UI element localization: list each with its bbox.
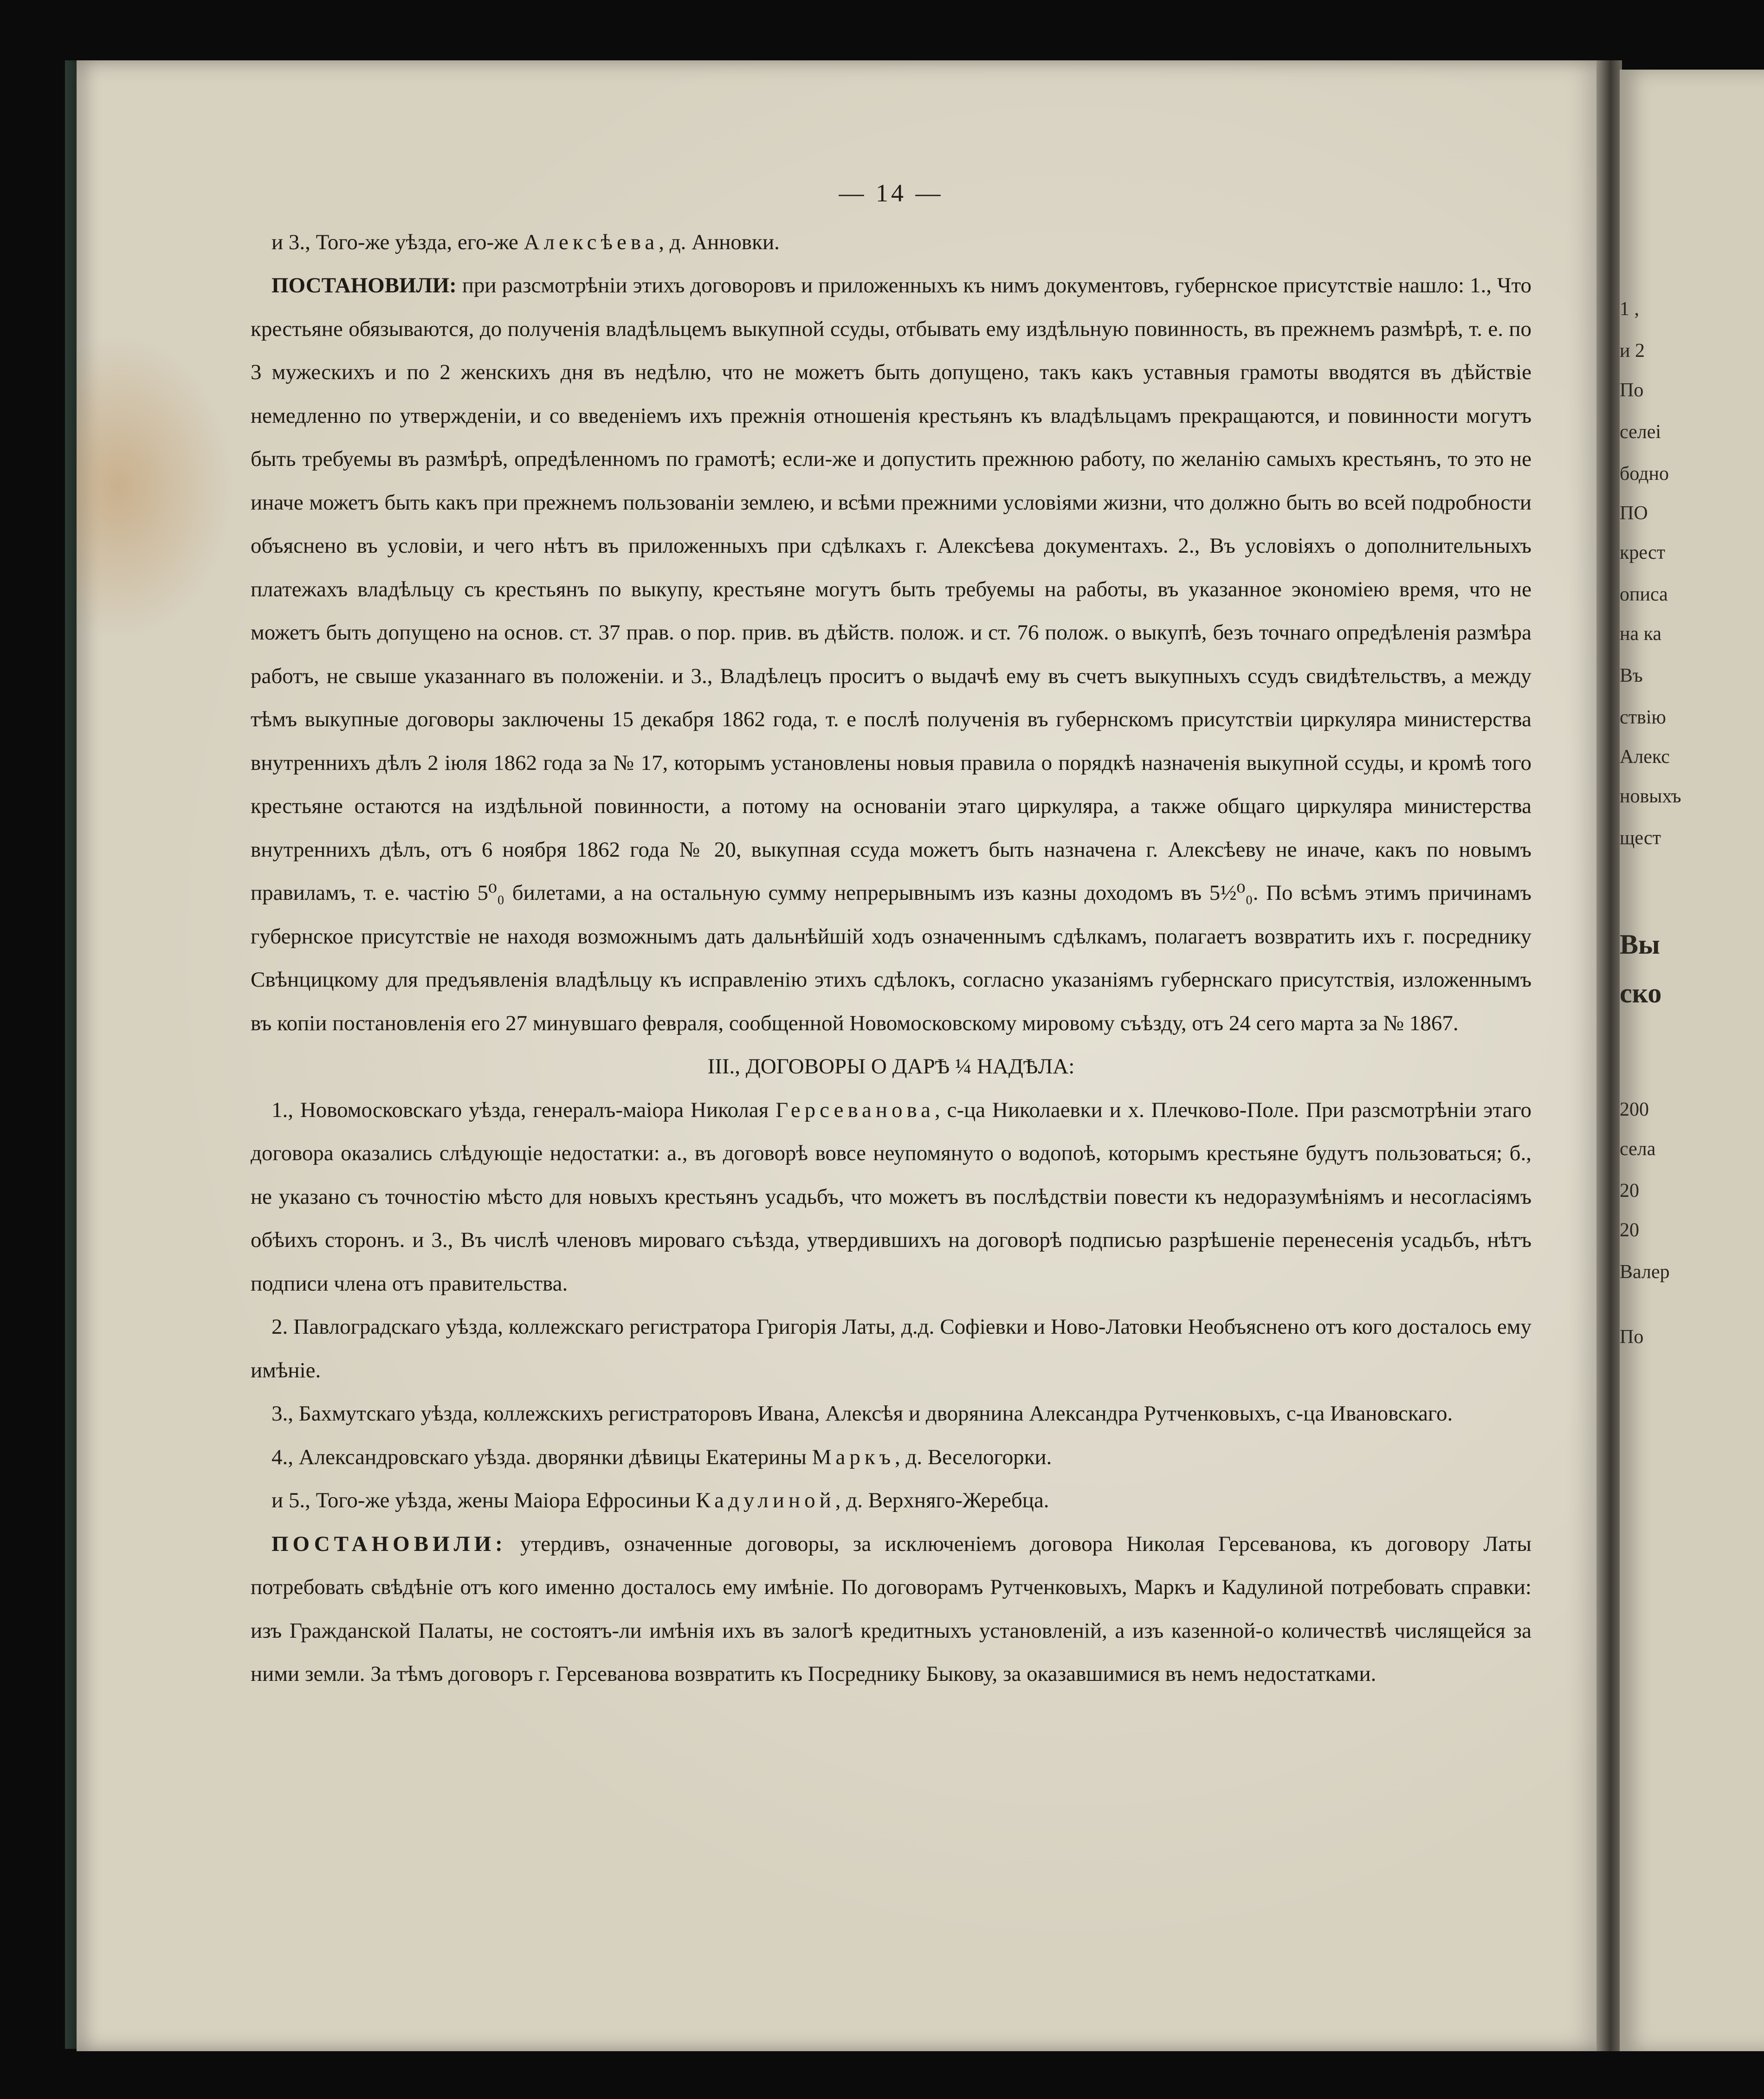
book-gutter: [1596, 60, 1622, 2051]
facing-text-fragment: 200: [1620, 1099, 1649, 1120]
facing-text-fragment: описа: [1620, 584, 1668, 605]
person-name: Маркъ: [812, 1445, 895, 1469]
resolution-lead: ПОСТАНОВИЛИ:: [271, 273, 457, 297]
person-name: Герсеванова: [775, 1098, 935, 1122]
facing-text-fragment: на ка: [1620, 623, 1662, 645]
facing-text-fragment: 20: [1620, 1220, 1639, 1241]
person-name: Алексѣева: [523, 230, 659, 254]
facing-text-fragment: щест: [1620, 827, 1661, 849]
page-number: — 14 —: [839, 179, 943, 207]
contract-item: и 5., Того-же уѣзда, жены Маіора Ефросиньи Кадулиной, д. Верхняго-Жеребца.: [271, 1488, 1049, 1512]
facing-text-fragment: и 2: [1620, 340, 1645, 362]
facing-text-fragment: 1 ,: [1620, 298, 1639, 320]
facing-text-fragment: ствію: [1620, 707, 1666, 728]
facing-text-fragment: 20: [1620, 1180, 1639, 1201]
water-stain: [77, 334, 234, 640]
book-page-right: [1620, 70, 1764, 2051]
resolution-paragraph: ПОСТАНОВИЛИ: утердивъ, означенные договоры, за исключеніемъ договора Николая Герсеванова, къ договору Латы потребовать свѣдѣніе отъ кого именно досталось ему имѣніе. По договорамъ Рутченковыхъ, Маркъ и Кадулиной потребовать справки: изъ Гражданской Палаты, не состоятъ-ли имѣнія ихъ въ залогѣ кредитныхъ установленій, а изъ казенной-о количествѣ числящейся за ними земли. За тѣмъ договоръ г. Герсеванова возвратить къ Посреднику Быкову, за оказавшимися въ немъ недостатками.: [251, 1531, 1531, 1686]
contract-item: 4., Александровскаго уѣзда. дворянки дѣвицы Екатерины Маркъ, д. Веселогорки.: [271, 1445, 1052, 1469]
facing-heading-fragment: Вы: [1620, 929, 1660, 960]
contract-item: 2. Павлоградскаго уѣзда, коллежскаго регистратора Григорія Латы, д.д. Софіевки и Ново-Латовки Необъяснено отъ кого досталось ему имѣніе.: [251, 1315, 1531, 1382]
facing-text-fragment: крест: [1620, 542, 1666, 563]
facing-text-fragment: Алекс: [1620, 746, 1670, 768]
facing-text-fragment: Въ: [1620, 665, 1643, 686]
facing-text-fragment: По: [1620, 1326, 1644, 1348]
facing-heading-fragment: ско: [1620, 978, 1662, 1008]
facing-text-fragment: села: [1620, 1138, 1656, 1160]
page-text: [251, 172, 1531, 1696]
person-name: Кадулиной: [696, 1488, 835, 1512]
resolution-lead: ПОСТАНОВИЛИ:: [271, 1531, 507, 1556]
facing-text-fragment: бодно: [1620, 463, 1669, 484]
facing-text-fragment: По: [1620, 380, 1644, 401]
facing-text-fragment: селеі: [1620, 421, 1661, 443]
resolution-paragraph: ПОСТАНОВИЛИ: при разсмотрѣніи этихъ договоровъ и приложенныхъ къ нимъ документовъ, губернское присутствіе нашло: 1., Что крестьяне обязываются, до полученія владѣльцемъ выкупной ссуды, отбывать ему издѣльную повинность, въ прежнемъ размѣрѣ, т. е. по 3 мужескихъ и по 2 женскихъ дня въ недѣлю, что не можетъ быть допущено, такъ какъ уставныя грамоты вводятся въ дѣйствіе немедленно по утвержденіи, и со введеніемъ ихъ прежнія отношенія крестьянъ къ владѣльцамъ прекращаются, и повинности могутъ быть требуемы въ размѣрѣ, опредѣленномъ по грамотѣ; если-же и допустить прежнюю работу, по желанію самыхъ крестьянъ, то это не иначе можетъ быть какъ при прежнемъ пользованіи землею, и всѣми прежними условіями жизни, что должно быть во всей подробности объяснено въ условіи, и чего нѣтъ въ приложенныхъ при сдѣлкахъ г. Алексѣева документахъ. 2., Въ условіяхъ о дополнительныхъ платежахъ владѣльцу съ крестьянъ по выкупу, крестьяне могутъ быть требуемы на работы, въ указанное экономіею время, что не можетъ быть допущено на основ. ст. 37 прав. о пор. прив. въ дѣйств. полож. и ст. 76 полож. о выкупѣ, безъ точнаго опредѣленія размѣра работъ, не свыше указаннаго въ положеніи. и 3., Владѣлецъ проситъ о выдачѣ ему въ счетъ выкупныхъ ссудъ свидѣтельствъ, а между тѣмъ выкупные договоры заключены 15 декабря 1862 года, т. е послѣ полученія въ губернскомъ присутствіи циркуляра министерства внутреннихъ дѣлъ 2 іюля 1862 года за № 17, которымъ установлены новыя правила о порядкѣ назначенія выкупной ссуды, и кромѣ того крестьяне остаются на издѣльной повинности, а потому на основаніи этаго циркуляра, а также общаго циркуляра министерства внутреннихъ дѣлъ, отъ 6 ноября 1862 года № 20, выкупная ссуда можетъ быть назначена г. Алексѣеву не иначе, какъ по новымъ правиламъ, т. е. частію 5⁰₀ билетами, а на остальную сумму непрерывнымъ изъ казны доходомъ въ 5½⁰₀. По всѣмъ этимъ причинамъ губернское присутствіе не находя возможнымъ дать дальнѣйшій ходъ означеннымъ сдѣлкамъ, полагаетъ возвратить ихъ г. посреднику Свѣнцицкому для предъявленія владѣльцу къ исправленію этихъ сдѣлокъ, согласно указаніямъ губернскаго присутствія, изложеннымъ въ копіи постановленія его 27 минувшаго февраля, сообщенной Новомосковскому мировому съѣзду, отъ 24 сего марта за № 1867.: [251, 273, 1531, 1035]
facing-text-fragment: Валер: [1620, 1261, 1670, 1283]
section-title: III., ДОГОВОРЫ О ДАРѢ ¼ НАДѢЛА:: [707, 1054, 1075, 1079]
contract-item: 3., Бахмутскаго уѣзда, коллежскихъ регистраторовъ Ивана, Алексѣя и дворянина Александра Рутченковыхъ, с-ца Ивановскаго.: [271, 1401, 1453, 1426]
facing-text-fragment: ПО: [1620, 503, 1648, 524]
facing-text-fragment: новыхъ: [1620, 786, 1681, 807]
intro-line: и 3., Того-же уѣзда, его-же Алексѣева, д. Анновки.: [271, 230, 780, 254]
contract-item: 1., Новомосковскаго уѣзда, генералъ-маіора Николая Герсеванова, с-ца Николаевки и х. Плечково-Поле. При разсмотрѣніи этаго договора оказались слѣдующіе недостатки: а., въ договорѣ вовсе неупомянуто о водопоѣ, которымъ крестьяне будутъ пользоваться; б., не указано съ точностію мѣсто для новыхъ крестьянъ усадьбъ, что можетъ въ послѣдствіи повести къ недоразумѣніямъ и несогласіямъ обѣихъ сторонъ. и 3., Въ числѣ членовъ мироваго съѣзда, утвердившихъ на договорѣ подписью разрѣшеніе перенесенія усадьбъ, нѣтъ подписи члена отъ правительства.: [251, 1098, 1531, 1296]
